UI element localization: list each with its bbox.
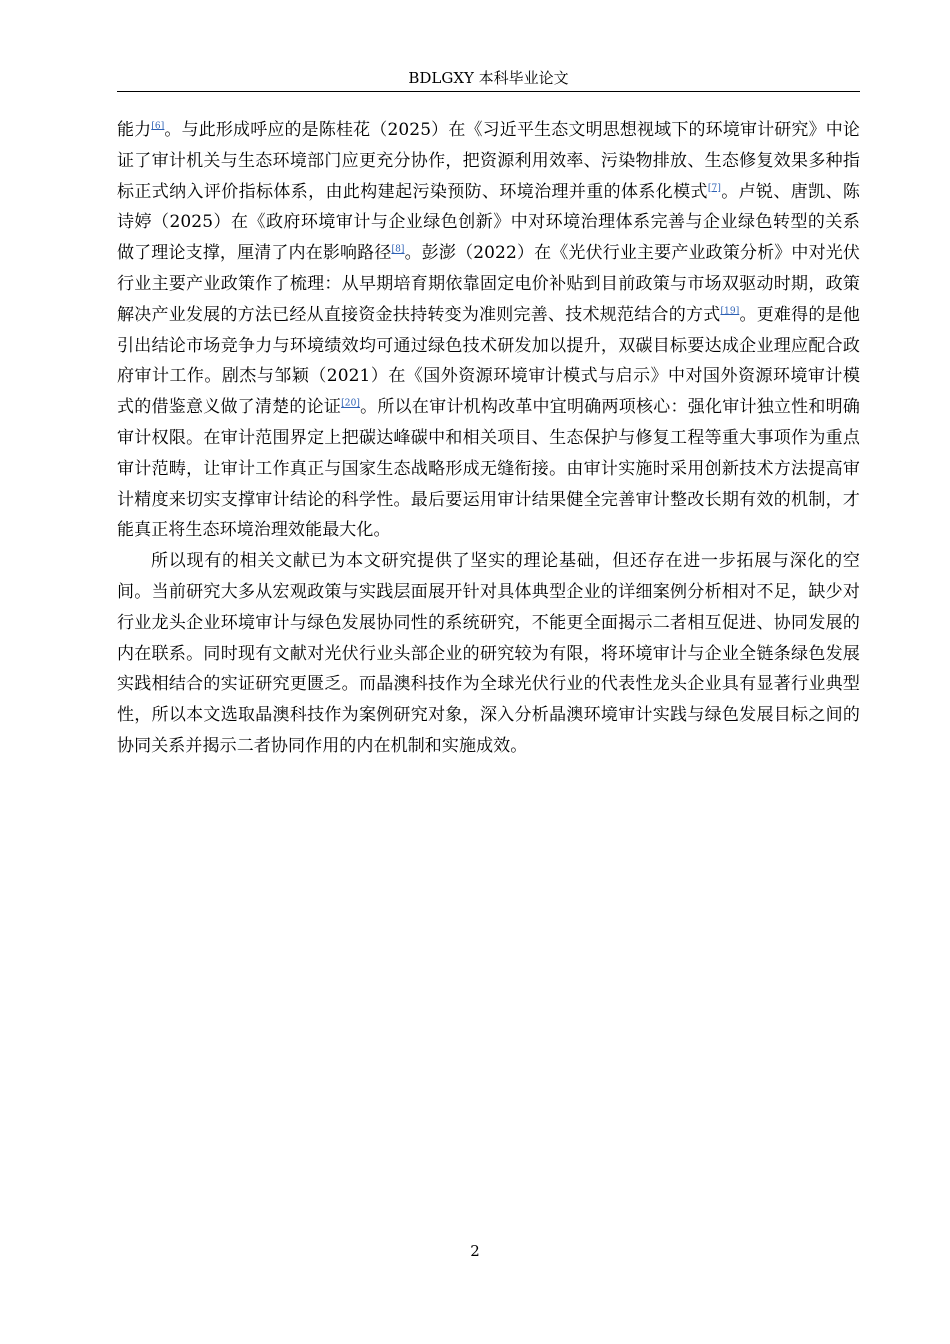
page-number: 2 bbox=[470, 1242, 480, 1260]
header-title: BDLGXY 本科毕业论文 bbox=[408, 69, 569, 87]
citation-link[interactable]: [19] bbox=[720, 306, 740, 317]
text-run: 所以现有的相关文献已为本文研究提供了坚实的理论基础，但还存在进一步拓展与深化的空间。当前研究大多从宏观政策与实践层面展开针对具体典型企业的详细案例分析相对不足，缺少对行业龙头企业环境审计与绿色发展协同性的系统研究，不能更全面揭示二者相互促进、协同发展的内在联系。同时现有文献对光伏行业头部企业的研究较为有限，将环境审计与企业全链条绿色发展实践相结合的实证研究更匮乏。而晶澳科技作为全球光伏行业的代表性龙头企业具有显著行业典型性，所以本文选取晶澳科技作为案例研究对象，深入分析晶澳环境审计实践与绿色发展目标之间的协同关系并揭示二者协同作用的内在机制和实施成效。 bbox=[117, 551, 860, 756]
citation-link[interactable]: [6] bbox=[151, 121, 165, 132]
paragraph bbox=[117, 115, 860, 546]
citation-link[interactable]: [7] bbox=[707, 182, 721, 193]
body-text bbox=[117, 115, 860, 762]
text-run: 。卢锐、唐凯、陈诗婷（2025）在《政府环境审计与企业绿色创新》中对环境治理体系完善与企业绿色转型的关系做了理论支撑，厘清了内在影响路径 bbox=[117, 181, 860, 264]
text-run: 。彭澎（2022）在《光伏行业主要产业政策分析》中对光伏行业主要产业政策作了梳理：从早期培育期依靠固定电价补贴到目前政策与市场双驱动时期，政策解决产业发展的方法已经从直接资金扶持转变为准则完善、技术规范结合的方式 bbox=[117, 243, 860, 325]
text-run: 能力 bbox=[117, 120, 152, 140]
text-run: 。所以在审计机构改革中宜明确两项核心：强化审计独立性和明确审计权限。在审计范围界定上把碳达峰碳中和相关项目、生态保护与修复工程等重大事项作为重点审计范畴，让审计工作真正与国家生态战略形成无缝衔接。由审计实施时采用创新技术方法提高审计精度来切实支撑审计结论的科学性。最后要运用审计结果健全完善审计整改长期有效的机制，才能真正将生态环境治理效能最大化。 bbox=[117, 397, 860, 541]
text-run: 。更难得的是他引出结论市场竞争力与环境绩效均可通过绿色技术研发加以提升，双碳目标要达成企业理应配合政府审计工作。剧杰与邹颖（2021）在《国外资源环境审计模式与启示》中对国外资源环境审计模式的借鉴意义做了清楚的论证 bbox=[117, 304, 860, 418]
text-run: 。与此形成呼应的是陈桂花（2025）在《习近平生态文明思想视域下的环境审计研究》中论证了审计机关与生态环境部门应更充分协作，把资源利用效率、污染物排放、生态修复效果多种指标正式纳入评价指标体系，由此构建起污染预防、环境治理并重的体系化模式 bbox=[117, 120, 860, 202]
citation-link[interactable]: [20] bbox=[341, 398, 361, 409]
paragraph bbox=[117, 546, 860, 762]
page-header bbox=[117, 68, 860, 92]
citation-link[interactable]: [8] bbox=[391, 244, 405, 255]
